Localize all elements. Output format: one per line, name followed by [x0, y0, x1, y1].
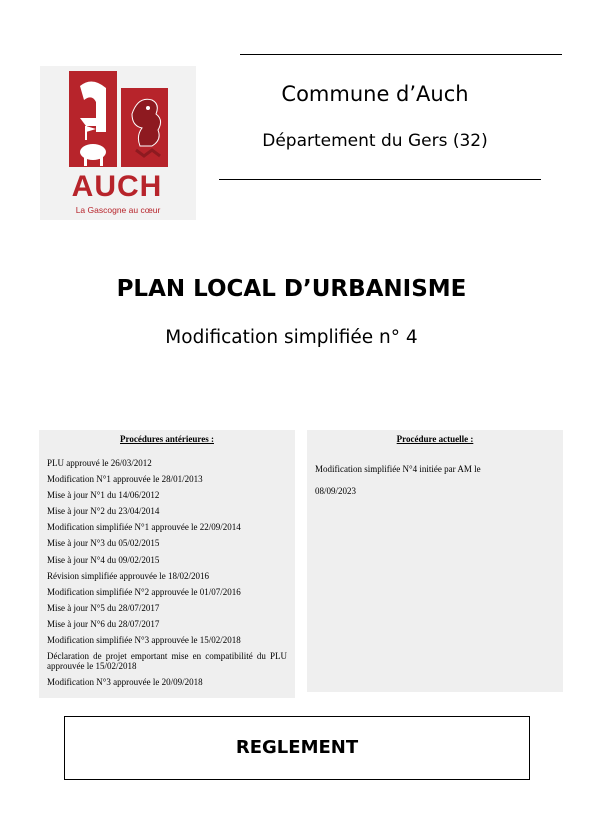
list-item: Modification N°3 approuvée le 20/09/2018 [47, 677, 203, 688]
departement-name: Département du Gers (32) [262, 131, 488, 151]
previous-procedures-title: Procédures antérieures : [120, 434, 214, 444]
current-procedure-text [315, 458, 555, 502]
logo-tagline: La Gascogne au cœur [75, 205, 161, 215]
list-item: PLU approuvé le 26/03/2012 [47, 458, 152, 468]
list-item: Mise à jour N°4 du 09/02/2015 [47, 554, 160, 565]
list-item: Révision simplifiée approuvée le 18/02/2016 [47, 570, 209, 581]
document-subtitle: Modification simplifiée n° 4 [165, 327, 418, 348]
previous-procedures-list [47, 458, 287, 693]
reglement-label: REGLEMENT [235, 737, 359, 758]
list-item: Modification N°1 approuvée le 28/01/2013 [47, 474, 203, 485]
previous-procedures-panel [39, 430, 295, 698]
logo-wordmark: AUCH [71, 170, 163, 203]
list-item: Mise à jour N°3 du 05/02/2015 [47, 538, 160, 549]
list-item: Mise à jour N°1 du 14/06/2012 [47, 490, 160, 501]
header-rule-bottom [219, 179, 541, 180]
header-rule-top [240, 54, 562, 55]
list-item: Modification simplifiée N°3 approuvée le 15/02/2018 [47, 635, 241, 646]
list-item: Modification simplifiée N°2 approuvée le 01/07/2016 [47, 586, 241, 597]
list-item: Mise à jour N°6 du 28/07/2017 [47, 618, 160, 629]
current-procedure-line: Modification simplifiée N°4 initiée par AM le [315, 464, 481, 474]
current-procedure-title: Procédure actuelle : [396, 434, 474, 444]
list-item: Modification simplifiée N°1 approuvée le 22/09/2014 [47, 522, 241, 533]
list-item: Mise à jour N°2 du 23/04/2014 [47, 506, 160, 517]
list-item: Déclaration de projet emportant mise en compatibilité du PLU approuvée le 15/02/2018 [47, 651, 287, 672]
list-item: Mise à jour N°5 du 28/07/2017 [47, 602, 160, 613]
commune-name: Commune d’Auch [281, 82, 469, 106]
reglement-box [64, 716, 530, 780]
current-procedure-panel [307, 430, 563, 692]
document-title: PLAN LOCAL D’URBANISME [116, 276, 467, 302]
current-procedure-date: 08/09/2023 [315, 486, 357, 496]
